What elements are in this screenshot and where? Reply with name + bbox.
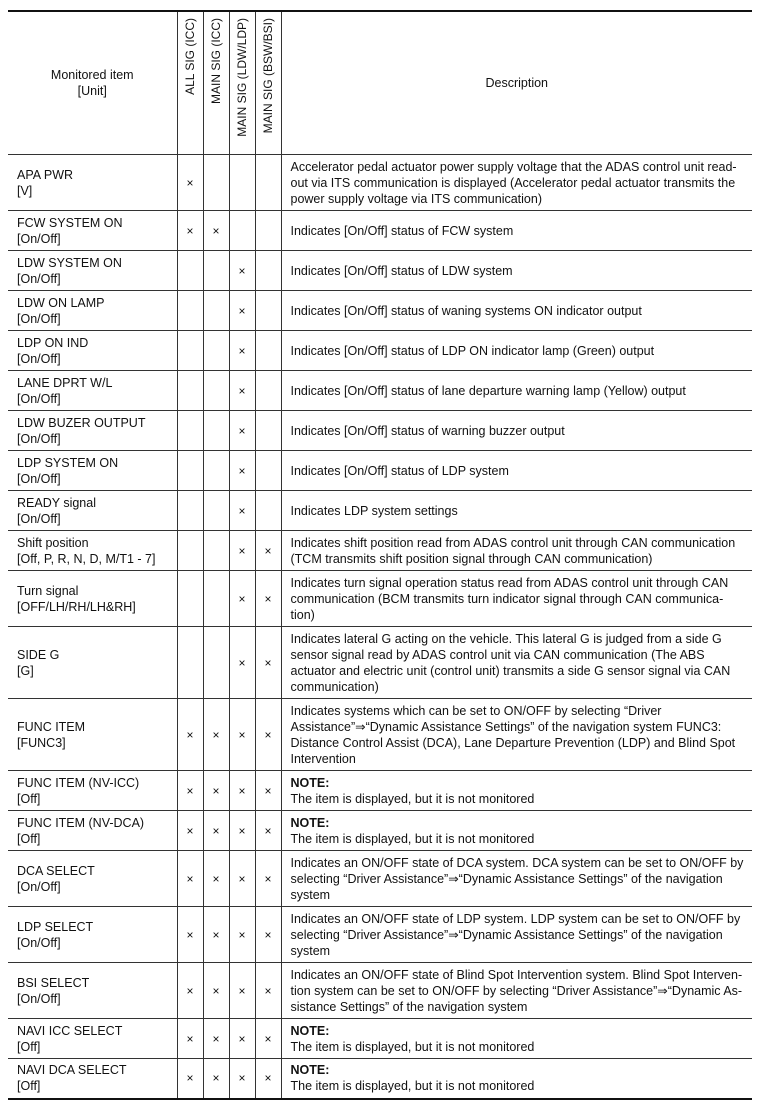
item-unit: [On/Off] bbox=[17, 511, 61, 526]
table-row bbox=[8, 851, 752, 907]
sig-mark-cell bbox=[203, 571, 229, 627]
item-name: NAVI ICC SELECT bbox=[17, 1023, 123, 1038]
description-text: Indicates turn signal operation status read from ADAS control unit through CAN communication (BCM transmits turn indicator signal through CAN communica-tion) bbox=[290, 575, 729, 622]
sig-mark-cell: × bbox=[203, 811, 229, 851]
sig-mark-cell bbox=[177, 451, 203, 491]
description-cell bbox=[281, 1059, 752, 1099]
note-label: NOTE: bbox=[290, 815, 330, 830]
sig-header-label: MAIN SIG (BSW/BSI) bbox=[261, 18, 275, 134]
sig-mark-cell bbox=[177, 531, 203, 571]
monitored-item-cell bbox=[8, 291, 177, 331]
note-label: NOTE: bbox=[290, 1023, 330, 1038]
sig-mark-cell bbox=[177, 627, 203, 699]
table-row bbox=[8, 907, 752, 963]
monitored-item-cell bbox=[8, 811, 177, 851]
table-row bbox=[8, 331, 752, 371]
table-row bbox=[8, 491, 752, 531]
sig-mark-cell: × bbox=[229, 627, 255, 699]
sig-mark-cell: × bbox=[203, 963, 229, 1019]
sig-mark-cell: × bbox=[255, 571, 281, 627]
sig-mark-cell bbox=[203, 627, 229, 699]
sig-mark-cell: × bbox=[255, 627, 281, 699]
sig-mark-cell: × bbox=[255, 963, 281, 1019]
monitored-item-cell bbox=[8, 627, 177, 699]
description-cell bbox=[281, 627, 752, 699]
sig-mark-cell bbox=[255, 291, 281, 331]
table-row bbox=[8, 699, 752, 771]
table-row bbox=[8, 211, 752, 251]
description-cell bbox=[281, 211, 752, 251]
sig-mark-cell bbox=[203, 331, 229, 371]
table-row bbox=[8, 451, 752, 491]
item-unit: [On/Off] bbox=[17, 935, 61, 950]
item-name: NAVI DCA SELECT bbox=[17, 1063, 127, 1078]
table-row bbox=[8, 371, 752, 411]
monitored-item-cell bbox=[8, 531, 177, 571]
monitored-item-header bbox=[8, 11, 177, 155]
sig-mark-cell bbox=[203, 251, 229, 291]
sig-mark-cell: × bbox=[203, 211, 229, 251]
item-unit: [Off] bbox=[17, 1079, 41, 1094]
description-text: Indicates [On/Off] status of warning buzzer output bbox=[290, 423, 565, 438]
monitored-item-header-label: Monitored item bbox=[50, 68, 134, 82]
item-unit: [On/Off] bbox=[17, 231, 61, 246]
sig-mark-cell: × bbox=[229, 907, 255, 963]
description-text: Indicates an ON/OFF state of DCA system. DCA system can be set to ON/OFF by selecting “Driver Assistance”⇒“Dynamic Assistance Settings” of the navigation system bbox=[290, 855, 744, 902]
sig-mark-cell: × bbox=[229, 291, 255, 331]
monitored-item-cell bbox=[8, 1019, 177, 1059]
sig-mark-cell: × bbox=[255, 851, 281, 907]
sig-mark-cell: × bbox=[177, 1019, 203, 1059]
sig-mark-cell: × bbox=[229, 251, 255, 291]
sig-mark-cell: × bbox=[203, 771, 229, 811]
sig-mark-cell: × bbox=[177, 851, 203, 907]
monitored-item-cell bbox=[8, 851, 177, 907]
item-name: FUNC ITEM (NV-ICC) bbox=[17, 775, 140, 790]
sig-header-label: MAIN SIG (LDW/LDP) bbox=[235, 18, 249, 137]
monitored-item-cell bbox=[8, 491, 177, 531]
item-name: Turn signal bbox=[17, 583, 79, 598]
sig-mark-cell bbox=[177, 251, 203, 291]
item-unit: [OFF/LH/RH/LH&RH] bbox=[17, 599, 136, 614]
item-name: LDW BUZER OUTPUT bbox=[17, 415, 146, 430]
item-unit: [On/Off] bbox=[17, 271, 61, 286]
item-name: LDP SYSTEM ON bbox=[17, 455, 119, 470]
sig-mark-cell: × bbox=[229, 571, 255, 627]
sig-mark-cell: × bbox=[177, 771, 203, 811]
sig-mark-cell: × bbox=[229, 771, 255, 811]
sig-mark-cell: × bbox=[229, 1059, 255, 1099]
item-unit: [G] bbox=[17, 663, 34, 678]
sig-mark-cell: × bbox=[255, 699, 281, 771]
sig-mark-cell bbox=[255, 491, 281, 531]
sig-mark-cell: × bbox=[177, 155, 203, 211]
sig-mark-cell: × bbox=[255, 531, 281, 571]
item-name: BSI SELECT bbox=[17, 975, 90, 990]
note-label: NOTE: bbox=[290, 775, 330, 790]
description-cell bbox=[281, 411, 752, 451]
monitored-item-cell bbox=[8, 411, 177, 451]
sig-mark-cell bbox=[203, 491, 229, 531]
sig-mark-cell: × bbox=[177, 907, 203, 963]
unit-header-label: [Unit] bbox=[77, 84, 107, 98]
item-name: READY signal bbox=[17, 495, 96, 510]
item-unit: [On/Off] bbox=[17, 391, 61, 406]
item-name: SIDE G bbox=[17, 647, 60, 662]
description-cell bbox=[281, 907, 752, 963]
description-cell bbox=[281, 963, 752, 1019]
sig-mark-cell: × bbox=[255, 771, 281, 811]
description-text: The item is displayed, but it is not monitored bbox=[290, 791, 535, 806]
sig-mark-cell: × bbox=[229, 851, 255, 907]
sig-mark-cell bbox=[255, 155, 281, 211]
description-cell bbox=[281, 371, 752, 411]
sig-mark-cell bbox=[255, 451, 281, 491]
table-row bbox=[8, 291, 752, 331]
table-row bbox=[8, 531, 752, 571]
sig-mark-cell bbox=[229, 155, 255, 211]
sig-mark-cell: × bbox=[229, 411, 255, 451]
description-text: Indicates an ON/OFF state of LDP system. LDP system can be set to ON/OFF by selecting “Driver Assistance”⇒“Dynamic Assistance Settings” of the navigation system bbox=[290, 911, 741, 958]
item-name: LDP ON IND bbox=[17, 335, 89, 350]
sig-header-all-icc bbox=[177, 11, 203, 155]
sig-mark-cell bbox=[255, 371, 281, 411]
sig-header-main-ldw-ldp bbox=[229, 11, 255, 155]
description-text: Indicates LDP system settings bbox=[290, 503, 458, 518]
table-row bbox=[8, 1019, 752, 1059]
sig-mark-cell bbox=[203, 411, 229, 451]
sig-header-main-icc bbox=[203, 11, 229, 155]
description-text: Indicates shift position read from ADAS control unit through CAN communication (TCM transmits shift position signal through CAN communication) bbox=[290, 535, 736, 566]
sig-mark-cell: × bbox=[177, 963, 203, 1019]
description-cell bbox=[281, 155, 752, 211]
description-header: Description bbox=[281, 11, 752, 155]
description-cell bbox=[281, 291, 752, 331]
item-unit: [On/Off] bbox=[17, 471, 61, 486]
table-row bbox=[8, 571, 752, 627]
sig-mark-cell: × bbox=[229, 371, 255, 411]
item-unit: [On/Off] bbox=[17, 311, 61, 326]
description-cell bbox=[281, 331, 752, 371]
description-cell bbox=[281, 491, 752, 531]
item-name: DCA SELECT bbox=[17, 863, 95, 878]
description-text: Indicates [On/Off] status of LDW system bbox=[290, 263, 513, 278]
monitored-item-cell bbox=[8, 371, 177, 411]
table-header-row bbox=[8, 11, 752, 155]
sig-mark-cell bbox=[203, 371, 229, 411]
sig-mark-cell: × bbox=[177, 1059, 203, 1099]
description-text: Indicates [On/Off] status of waning systems ON indicator output bbox=[290, 303, 642, 318]
sig-mark-cell bbox=[177, 491, 203, 531]
description-text: Accelerator pedal actuator power supply voltage that the ADAS control unit read-out via ITS communication is displayed (Accelerator pedal actuator transmits the power supply voltage via ITS communication) bbox=[290, 159, 737, 206]
monitored-item-cell bbox=[8, 699, 177, 771]
sig-mark-cell: × bbox=[255, 1019, 281, 1059]
monitored-item-cell bbox=[8, 571, 177, 627]
item-unit: [On/Off] bbox=[17, 431, 61, 446]
item-unit: [Off] bbox=[17, 1039, 41, 1054]
sig-mark-cell bbox=[229, 211, 255, 251]
item-unit: [Off, P, R, N, D, M/T1 - 7] bbox=[17, 551, 156, 566]
description-text: Indicates [On/Off] status of LDP ON indicator lamp (Green) output bbox=[290, 343, 655, 358]
sig-mark-cell bbox=[177, 331, 203, 371]
sig-mark-cell: × bbox=[229, 331, 255, 371]
sig-mark-cell bbox=[177, 371, 203, 411]
sig-mark-cell: × bbox=[229, 491, 255, 531]
description-text: Indicates [On/Off] status of lane departure warning lamp (Yellow) output bbox=[290, 383, 686, 398]
monitored-item-cell bbox=[8, 1059, 177, 1099]
sig-mark-cell: × bbox=[229, 531, 255, 571]
sig-mark-cell: × bbox=[229, 699, 255, 771]
item-name: FCW SYSTEM ON bbox=[17, 215, 123, 230]
description-text: Indicates lateral G acting on the vehicle. This lateral G is judged from a side G sensor signal read by ADAS control unit via CAN communication (The ABS actuator and electric unit (control unit) transmits a side G sensor signal via CAN communication) bbox=[290, 631, 731, 694]
description-text: The item is displayed, but it is not monitored bbox=[290, 1039, 535, 1054]
monitored-item-cell bbox=[8, 451, 177, 491]
sig-mark-cell: × bbox=[255, 811, 281, 851]
description-text: The item is displayed, but it is not monitored bbox=[290, 831, 535, 846]
description-cell bbox=[281, 1019, 752, 1059]
description-cell bbox=[281, 571, 752, 627]
monitored-item-cell bbox=[8, 331, 177, 371]
item-name: FUNC ITEM (NV-DCA) bbox=[17, 815, 145, 830]
item-unit: [On/Off] bbox=[17, 879, 61, 894]
item-name: LDW ON LAMP bbox=[17, 295, 105, 310]
description-text: The item is displayed, but it is not monitored bbox=[290, 1079, 535, 1094]
sig-mark-cell bbox=[255, 411, 281, 451]
item-unit: [On/Off] bbox=[17, 991, 61, 1006]
item-name: LANE DPRT W/L bbox=[17, 375, 113, 390]
description-text: Indicates [On/Off] status of LDP system bbox=[290, 463, 509, 478]
table-row bbox=[8, 771, 752, 811]
note-label: NOTE: bbox=[290, 1063, 330, 1078]
sig-mark-cell bbox=[203, 451, 229, 491]
sig-mark-cell: × bbox=[177, 699, 203, 771]
sig-mark-cell: × bbox=[203, 1059, 229, 1099]
monitored-item-cell bbox=[8, 211, 177, 251]
sig-mark-cell: × bbox=[229, 811, 255, 851]
sig-mark-cell: × bbox=[229, 963, 255, 1019]
sig-header-label: MAIN SIG (ICC) bbox=[209, 18, 223, 104]
description-cell bbox=[281, 811, 752, 851]
sig-mark-cell bbox=[203, 531, 229, 571]
monitored-item-cell bbox=[8, 155, 177, 211]
description-text: Indicates [On/Off] status of FCW system bbox=[290, 223, 514, 238]
item-name: LDP SELECT bbox=[17, 919, 94, 934]
item-unit: [FUNC3] bbox=[17, 735, 66, 750]
sig-mark-cell: × bbox=[255, 1059, 281, 1099]
sig-mark-cell: × bbox=[177, 811, 203, 851]
sig-mark-cell: × bbox=[229, 451, 255, 491]
sig-mark-cell bbox=[177, 291, 203, 331]
table-body bbox=[8, 155, 752, 1099]
sig-header-main-bsw-bsi bbox=[255, 11, 281, 155]
sig-mark-cell bbox=[255, 331, 281, 371]
table-row bbox=[8, 1059, 752, 1099]
description-text: Indicates systems which can be set to ON/OFF by selecting “Driver Assistance”⇒“Dynamic Assistance Settings” of the navigation system FUNC3: Distance Control Assist (DCA), Lane Departure Prevention (LDP) and Blind Spot Intervention bbox=[290, 703, 736, 766]
description-cell bbox=[281, 251, 752, 291]
description-text: Indicates an ON/OFF state of Blind Spot Intervention system. Blind Spot Interven-tion system can be set to ON/OFF by selecting “Driver Assistance”⇒“Dynamic As-sistance Settings” of the navigation system bbox=[290, 967, 743, 1014]
table-row bbox=[8, 411, 752, 451]
sig-mark-cell bbox=[177, 571, 203, 627]
item-name: LDW SYSTEM ON bbox=[17, 255, 122, 270]
sig-mark-cell bbox=[255, 251, 281, 291]
monitored-item-cell bbox=[8, 771, 177, 811]
monitored-item-cell bbox=[8, 251, 177, 291]
sig-mark-cell: × bbox=[203, 907, 229, 963]
sig-mark-cell: × bbox=[229, 1019, 255, 1059]
table-row bbox=[8, 155, 752, 211]
sig-header-label: ALL SIG (ICC) bbox=[183, 18, 197, 95]
item-name: APA PWR bbox=[17, 167, 74, 182]
sig-mark-cell: × bbox=[203, 1019, 229, 1059]
item-unit: [Off] bbox=[17, 791, 41, 806]
sig-mark-cell bbox=[203, 291, 229, 331]
sig-mark-cell: × bbox=[203, 699, 229, 771]
description-cell bbox=[281, 851, 752, 907]
item-unit: [V] bbox=[17, 183, 33, 198]
table-row bbox=[8, 627, 752, 699]
table-row bbox=[8, 251, 752, 291]
monitor-item-table bbox=[8, 10, 752, 1100]
item-unit: [Off] bbox=[17, 831, 41, 846]
description-cell bbox=[281, 771, 752, 811]
sig-mark-cell: × bbox=[203, 851, 229, 907]
table-row bbox=[8, 963, 752, 1019]
description-cell bbox=[281, 699, 752, 771]
sig-mark-cell bbox=[203, 155, 229, 211]
description-cell bbox=[281, 451, 752, 491]
sig-mark-cell: × bbox=[177, 211, 203, 251]
item-name: Shift position bbox=[17, 535, 89, 550]
sig-mark-cell: × bbox=[255, 907, 281, 963]
monitored-item-cell bbox=[8, 907, 177, 963]
monitored-item-cell bbox=[8, 963, 177, 1019]
sig-mark-cell bbox=[255, 211, 281, 251]
item-name: FUNC ITEM bbox=[17, 719, 86, 734]
description-cell bbox=[281, 531, 752, 571]
item-unit: [On/Off] bbox=[17, 351, 61, 366]
table-row bbox=[8, 811, 752, 851]
sig-mark-cell bbox=[177, 411, 203, 451]
